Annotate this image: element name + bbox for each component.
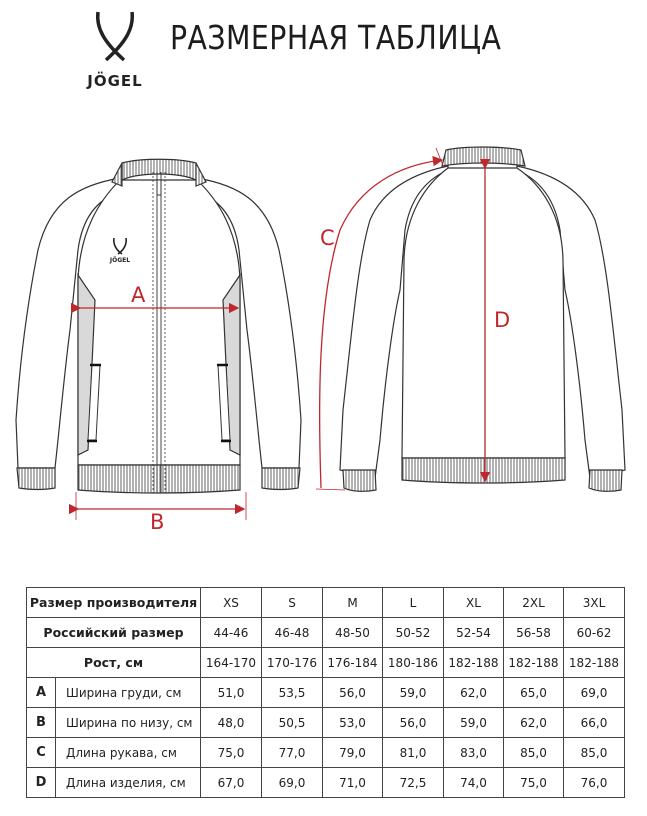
value-cell: 72,5 (383, 768, 444, 798)
value-cell: 67,0 (201, 768, 262, 798)
value-cell: 50-52 (383, 618, 444, 648)
size-cell: L (383, 588, 444, 618)
measure-letter: A (27, 678, 56, 708)
value-cell: 176-184 (323, 648, 383, 678)
table-row-height (27, 648, 625, 678)
size-cell: 3XL (564, 588, 625, 618)
value-cell: 53,5 (262, 678, 323, 708)
value-cell: 62,0 (444, 678, 504, 708)
value-cell: 170-176 (262, 648, 323, 678)
value-cell: 75,0 (504, 768, 564, 798)
value-cell: 50,5 (262, 708, 323, 738)
size-cell: S (262, 588, 323, 618)
value-cell: 60-62 (564, 618, 625, 648)
measure-label-a: A (131, 283, 146, 307)
measure-letter: C (27, 738, 56, 768)
brand-logo (74, 10, 156, 90)
value-cell: 59,0 (383, 678, 444, 708)
table-row-russian-size (27, 618, 625, 648)
page-title: РАЗМЕРНАЯ ТАБЛИЦА (170, 18, 502, 57)
jacket-illustration (0, 130, 647, 550)
measure-label-d: D (494, 308, 511, 332)
value-cell: 59,0 (444, 708, 504, 738)
value-cell: 56,0 (323, 678, 383, 708)
value-cell: 182-188 (504, 648, 564, 678)
header (0, 0, 647, 100)
svg-text:JÖGEL: JÖGEL (109, 257, 131, 264)
value-cell: 48-50 (323, 618, 383, 648)
row-label: Размер производителя (27, 588, 201, 618)
value-cell: 83,0 (444, 738, 504, 768)
value-cell: 69,0 (564, 678, 625, 708)
value-cell: 69,0 (262, 768, 323, 798)
brand-wordmark: JÖGEL (87, 72, 143, 90)
size-cell: 2XL (504, 588, 564, 618)
value-cell: 48,0 (201, 708, 262, 738)
value-cell: 71,0 (323, 768, 383, 798)
measure-label: Ширина по низу, см (56, 708, 201, 738)
value-cell: 65,0 (504, 678, 564, 708)
measure-label: Длина рукава, см (56, 738, 201, 768)
measure-label-b: B (150, 510, 165, 534)
value-cell: 75,0 (201, 738, 262, 768)
value-cell: 81,0 (383, 738, 444, 768)
value-cell: 77,0 (262, 738, 323, 768)
front-view (16, 159, 301, 493)
row-label: Рост, см (27, 648, 201, 678)
value-cell: 85,0 (564, 738, 625, 768)
value-cell: 62,0 (504, 708, 564, 738)
jogel-emblem-icon (94, 10, 136, 68)
value-cell: 46-48 (262, 618, 323, 648)
table-row-chest-width (27, 678, 625, 708)
table-row-hem-width (27, 708, 625, 738)
value-cell: 56-58 (504, 618, 564, 648)
measure-letter: B (27, 708, 56, 738)
table-row-garment-length (27, 768, 625, 798)
measure-letter: D (27, 768, 56, 798)
value-cell: 164-170 (201, 648, 262, 678)
size-cell: XS (201, 588, 262, 618)
value-cell: 66,0 (564, 708, 625, 738)
table-row-manufacturer-size (27, 588, 625, 618)
measure-label: Длина изделия, см (56, 768, 201, 798)
value-cell: 56,0 (383, 708, 444, 738)
jacket-diagram (0, 130, 647, 550)
value-cell: 182-188 (564, 648, 625, 678)
value-cell: 53,0 (323, 708, 383, 738)
measure-label-c: C (320, 226, 335, 250)
value-cell: 74,0 (444, 768, 504, 798)
value-cell: 51,0 (201, 678, 262, 708)
value-cell: 180-186 (383, 648, 444, 678)
value-cell: 76,0 (564, 768, 625, 798)
value-cell: 182-188 (444, 648, 504, 678)
size-table (26, 587, 625, 798)
measure-label: Ширина груди, см (56, 678, 201, 708)
row-label: Российский размер (27, 618, 201, 648)
value-cell: 44-46 (201, 618, 262, 648)
size-cell: XL (444, 588, 504, 618)
back-view (340, 147, 625, 491)
value-cell: 79,0 (323, 738, 383, 768)
value-cell: 85,0 (504, 738, 564, 768)
value-cell: 52-54 (444, 618, 504, 648)
table-row-sleeve-length (27, 738, 625, 768)
size-cell: M (323, 588, 383, 618)
